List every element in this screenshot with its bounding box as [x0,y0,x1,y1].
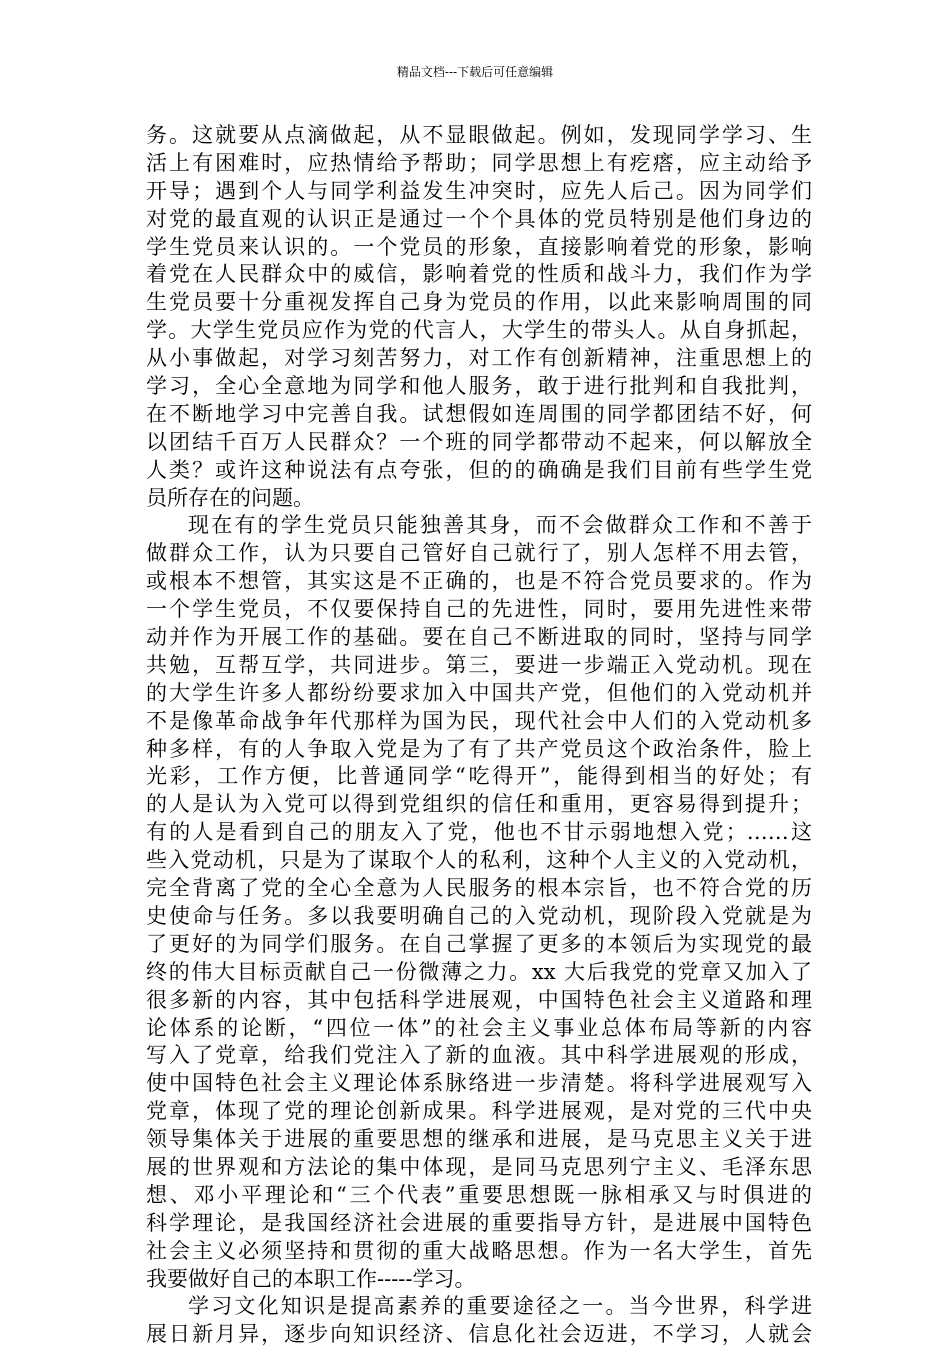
text-line: 人类？或许这种说法有点夸张，但的的确确是我们目前有些学生党 [146,457,812,482]
text-line: 现在有的学生党员只能独善其身，而不会做群众工作和不善于 [188,513,812,538]
text-line: 很多新的内容，其中包括科学进展观，中国特色社会主义道路和理 [146,987,812,1012]
text-line: 展的世界观和方法论的集中体现，是同马克思列宁主义、毛泽东思 [146,1154,812,1179]
text-line: 史使命与任务。多以我要明确自己的入党动机，现阶段入党就是为 [146,903,812,928]
text-line: 学生党员来认识的。一个党员的形象，直接影响着党的形象，影响 [146,234,812,259]
document-body [146,122,812,1349]
text-line: 论体系的论断，“四位一体”的社会主义事业总体布局等新的内容 [146,1015,812,1040]
text-line: 活上有困难时，应热情给予帮助；同学思想上有疙瘩，应主动给予 [146,150,812,175]
text-line: 了更好的为同学们服务。在自己掌握了更多的本领后为实现党的最 [146,931,812,956]
text-line: 光彩，工作方便，比普通同学“吃得开”，能得到相当的好处；有 [146,764,812,789]
text-line: 种多样，有的人争取入党是为了有了共产党员这个政治条件，脸上 [146,736,812,761]
text-line: 的大学生许多人都纷纷要求加入中国共产党，但他们的入党动机并 [146,680,812,705]
text-line: 一个学生党员，不仅要保持自己的先进性，同时，要用先进性来带 [146,597,812,622]
text-line: 共勉，互帮互学，共同进步。第三，要进一步端正入党动机。现在 [146,652,812,677]
text-line: 不是像革命战争年代那样为国为民，现代社会中人们的入党动机多 [146,708,812,733]
text-line: 在不断地学习中完善自我。试想假如连周围的同学都团结不好，何 [146,401,812,426]
text-line: 我要做好自己的本职工作-----学习。 [146,1266,476,1291]
text-line: 对党的最直观的认识正是通过一个个具体的党员特别是他们身边的 [146,206,812,231]
text-line: 写入了党章，给我们党注入了新的血液。其中科学进展观的形成， [146,1043,812,1068]
text-line: 些入党动机，只是为了谋取个人的私利，这种个人主义的入党动机， [146,848,812,873]
text-line: 展日新月异，逐步向知识经济、信息化社会迈进，不学习，人就会 [146,1322,812,1347]
text-line: 着党在人民群众中的威信，影响着党的性质和战斗力，我们作为学 [146,262,812,287]
text-line: 员所存在的问题。 [146,485,314,510]
text-line: 做群众工作，认为只要自己管好自己就行了，别人怎样不用去管， [146,541,812,566]
text-line: 生党员要十分重视发挥自己身为党员的作用，以此来影响周围的同 [146,290,812,315]
text-line: 以团结千百万人民群众？一个班的同学都带动不起来，何以解放全 [146,429,812,454]
text-line: 使中国特色社会主义理论体系脉络进一步清楚。将科学进展观写入 [146,1071,812,1096]
text-line: 从小事做起，对学习刻苦努力，对工作有创新精神，注重思想上的 [146,346,812,371]
text-line: 的人是认为入党可以得到党组织的信任和重用，更容易得到提升； [146,792,812,817]
text-line: 完全背离了党的全心全意为人民服务的根本宗旨，也不符合党的历 [146,876,812,901]
text-line: 或根本不想管，其实这是不正确的，也是不符合党员要求的。作为 [146,569,812,594]
text-line: 有的人是看到自己的朋友入了党，他也不甘示弱地想入党；……这 [146,820,812,845]
text-line: 动并作为开展工作的基础。要在自己不断进取的同时，坚持与同学 [146,625,812,650]
text-line: 终的伟大目标贡献自己一份微薄之力。xx 大后我党的党章又加入了 [146,959,812,984]
text-line: 领导集体关于进展的重要思想的继承和进展，是马克思主义关于进 [146,1127,812,1152]
page-header: 精品文档---下载后可任意编辑 [396,65,554,79]
text-line: 党章，体现了党的理论创新成果。科学进展观，是对党的三代中央 [146,1099,812,1124]
text-line: 学习文化知识是提高素养的重要途径之一。当今世界，科学进 [188,1294,812,1319]
text-line: 学习，全心全意地为同学和他人服务，敢于进行批判和自我批判， [146,374,812,399]
text-line: 开导；遇到个人与同学利益发生冲突时，应先人后己。因为同学们 [146,178,812,203]
text-line: 科学理论，是我国经济社会进展的重要指导方针，是进展中国特色 [146,1210,812,1235]
text-line: 想、邓小平理论和“三个代表”重要思想既一脉相承又与时俱进的 [146,1182,812,1207]
text-line: 社会主义必须坚持和贯彻的重大战略思想。作为一名大学生，首先 [146,1238,812,1263]
text-line: 学。大学生党员应作为党的代言人，大学生的带头人。从自身抓起， [146,318,812,343]
text-line: 务。这就要从点滴做起，从不显眼做起。例如，发现同学学习、生 [146,123,812,147]
